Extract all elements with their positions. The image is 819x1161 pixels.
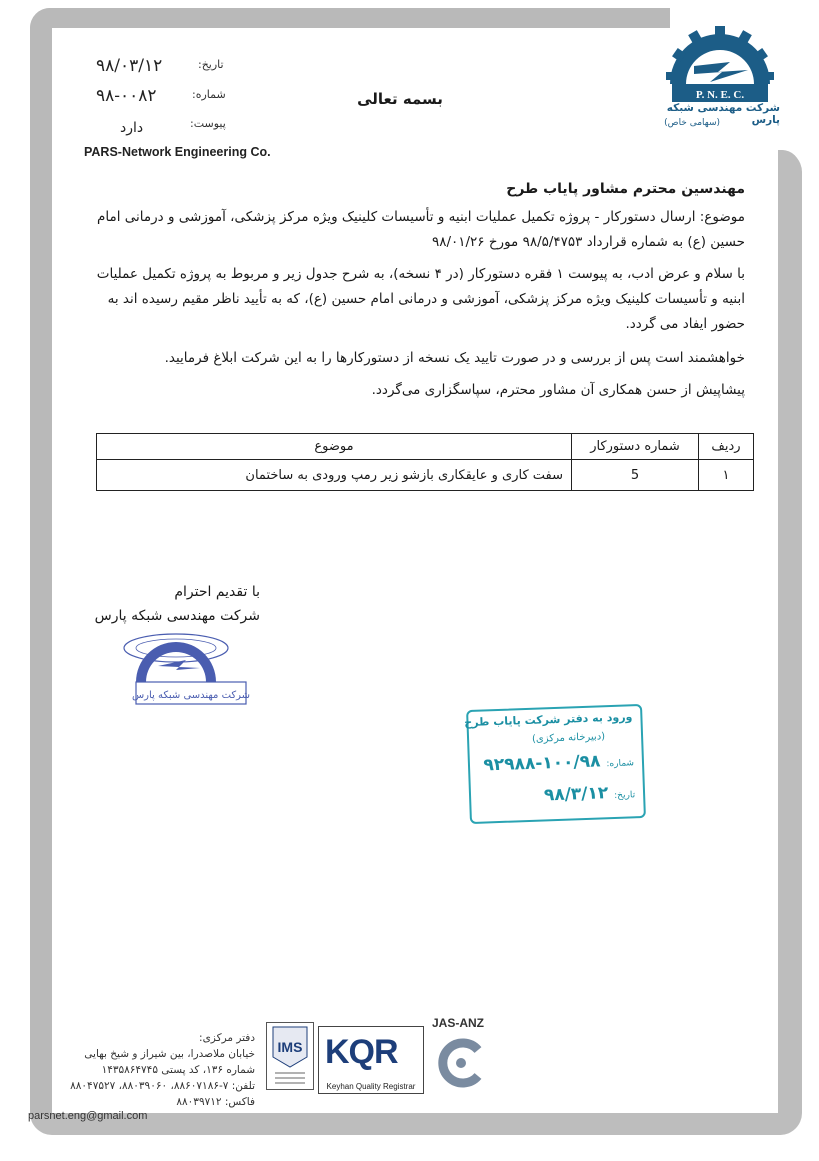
cell-row-number: ۱ [699,460,754,491]
regards-text: با تقدیم احترام [174,584,260,600]
table-row [97,460,754,491]
frame-top-border [30,8,670,28]
letter-request: خواهشمند است پس از بررسی و در صورت تایید یک نسخه از دستورکارها را به این شرکت ابلاغ فرمایید. [164,350,745,366]
stamp-number-label: شماره: [606,758,635,770]
ims-shield-icon [267,1023,313,1089]
number-label: شماره: [192,88,226,101]
stamp-date [544,782,636,805]
seal-text: شرکت مهندسی شبکه پارس [131,690,251,701]
attachment-label: پیوست: [190,117,226,130]
kqr-subtitle: Keyhan Quality Registrar [326,1082,416,1091]
fax-number: فاکس: ۸۸۰۳۹۷۱۲ [176,1096,255,1108]
company-english-name: PARS-Network Engineering Co. [84,145,271,159]
column-header-row: ردیف [699,434,754,460]
jas-anz-logo-icon [432,1034,490,1092]
jas-anz-label: JAS-ANZ [432,1016,485,1030]
column-header-subject: موضوع [97,434,572,460]
letter-salutation: مهندسین محترم مشاور پایاب طرح [506,181,745,197]
company-type: (سهامی خاص) [664,118,720,128]
cell-order-number: 5 [572,460,699,491]
email-address: parsnet.eng@gmail.com [28,1110,148,1122]
logo-letters: P. N. E. C. [695,89,745,101]
ims-text: IMS [277,1039,303,1055]
address-street: خیابان ملاصدرا، بین شیراز و شیخ بهایی [84,1048,255,1060]
cell-subject: سفت کاری و عایقکاری بازشو زیر رمپ ورودی به ساختمان [97,460,572,491]
letter-greeting-paragraph: با سلام و عرض ادب، به پیوست ۱ فقره دستورکار (در ۴ نسخه)، به شرح جدول زیر و مربوط به پروژه تکمیل عملیات ابنیه و تأسیسات کلینیک ویژه مرکز پزشکی، آموزشی و درمانی امام حسین (ع)، که به تأیید ناظر مقیم رسیده اند به حضور ایفاد می گردد. [96,266,745,332]
company-seal-stamp [116,620,256,710]
signature-company: شرکت مهندسی شبکه پارس [94,608,260,624]
number-value: ۹۸-۰۰۸۲ [96,86,157,106]
stamp-number-value: ۱۰۰/۹۸-۹۲۹۸۸ [483,751,601,776]
ims-cert-badge [266,1022,314,1090]
date-value: ۹۸/۰۳/۱۲ [96,56,163,76]
letter-subject: موضوع: ارسال دستورکار - پروژه تکمیل عملیات ابنیه و تأسیسات کلینیک ویژه مرکز پزشکی، آموزشی و درمانی امام حسین (ع) به شماره قرارداد ۹۸/۵/۴۷۵۳ مورخ ۹۸/۰۱/۲۶ [97,209,745,250]
footer-address [25,1030,255,1110]
received-stamp [466,704,646,824]
stamp-line1: ورود به دفتر شرکت پایاب طرح [464,710,633,730]
attachment-value: دارد [120,120,144,136]
date-label: تاریخ: [198,58,224,71]
table-header-row [97,434,754,460]
office-label: دفتر مرکزی: [199,1032,255,1044]
kqr-text: KQR [325,1033,398,1071]
stamp-line2: (دبیرخانه مرکزی) [531,731,606,745]
stamp-number [483,750,634,775]
address-building: شماره ۱۳۶، کد پستی ۱۴۳۵۸۶۴۷۴۵ [101,1064,255,1076]
work-orders-table [96,433,754,491]
stamp-date-label: تاریخ: [614,790,636,801]
kqr-cert-badge [318,1026,424,1094]
phone-numbers: تلفن: ۷-۸۸۶۰۷۱۸۶، ۸۸۰۳۹۰۶۰، ۸۸۰۴۷۵۲۷ [70,1080,255,1092]
company-persian-name: شرکت مهندسی شبکه پارس [666,102,780,126]
letter-closing: پیشاپیش از حسن همکاری آن مشاور محترم، سپاسگزاری می‌گردد. [371,382,745,398]
stamp-date-value: ۹۸/۳/۱۲ [543,783,609,806]
basmala: بسمه تعالی [357,90,443,108]
column-header-order-number: شماره دستورکار [572,434,699,460]
frame-left-border [30,8,52,1133]
frame-right-border [778,150,802,1135]
